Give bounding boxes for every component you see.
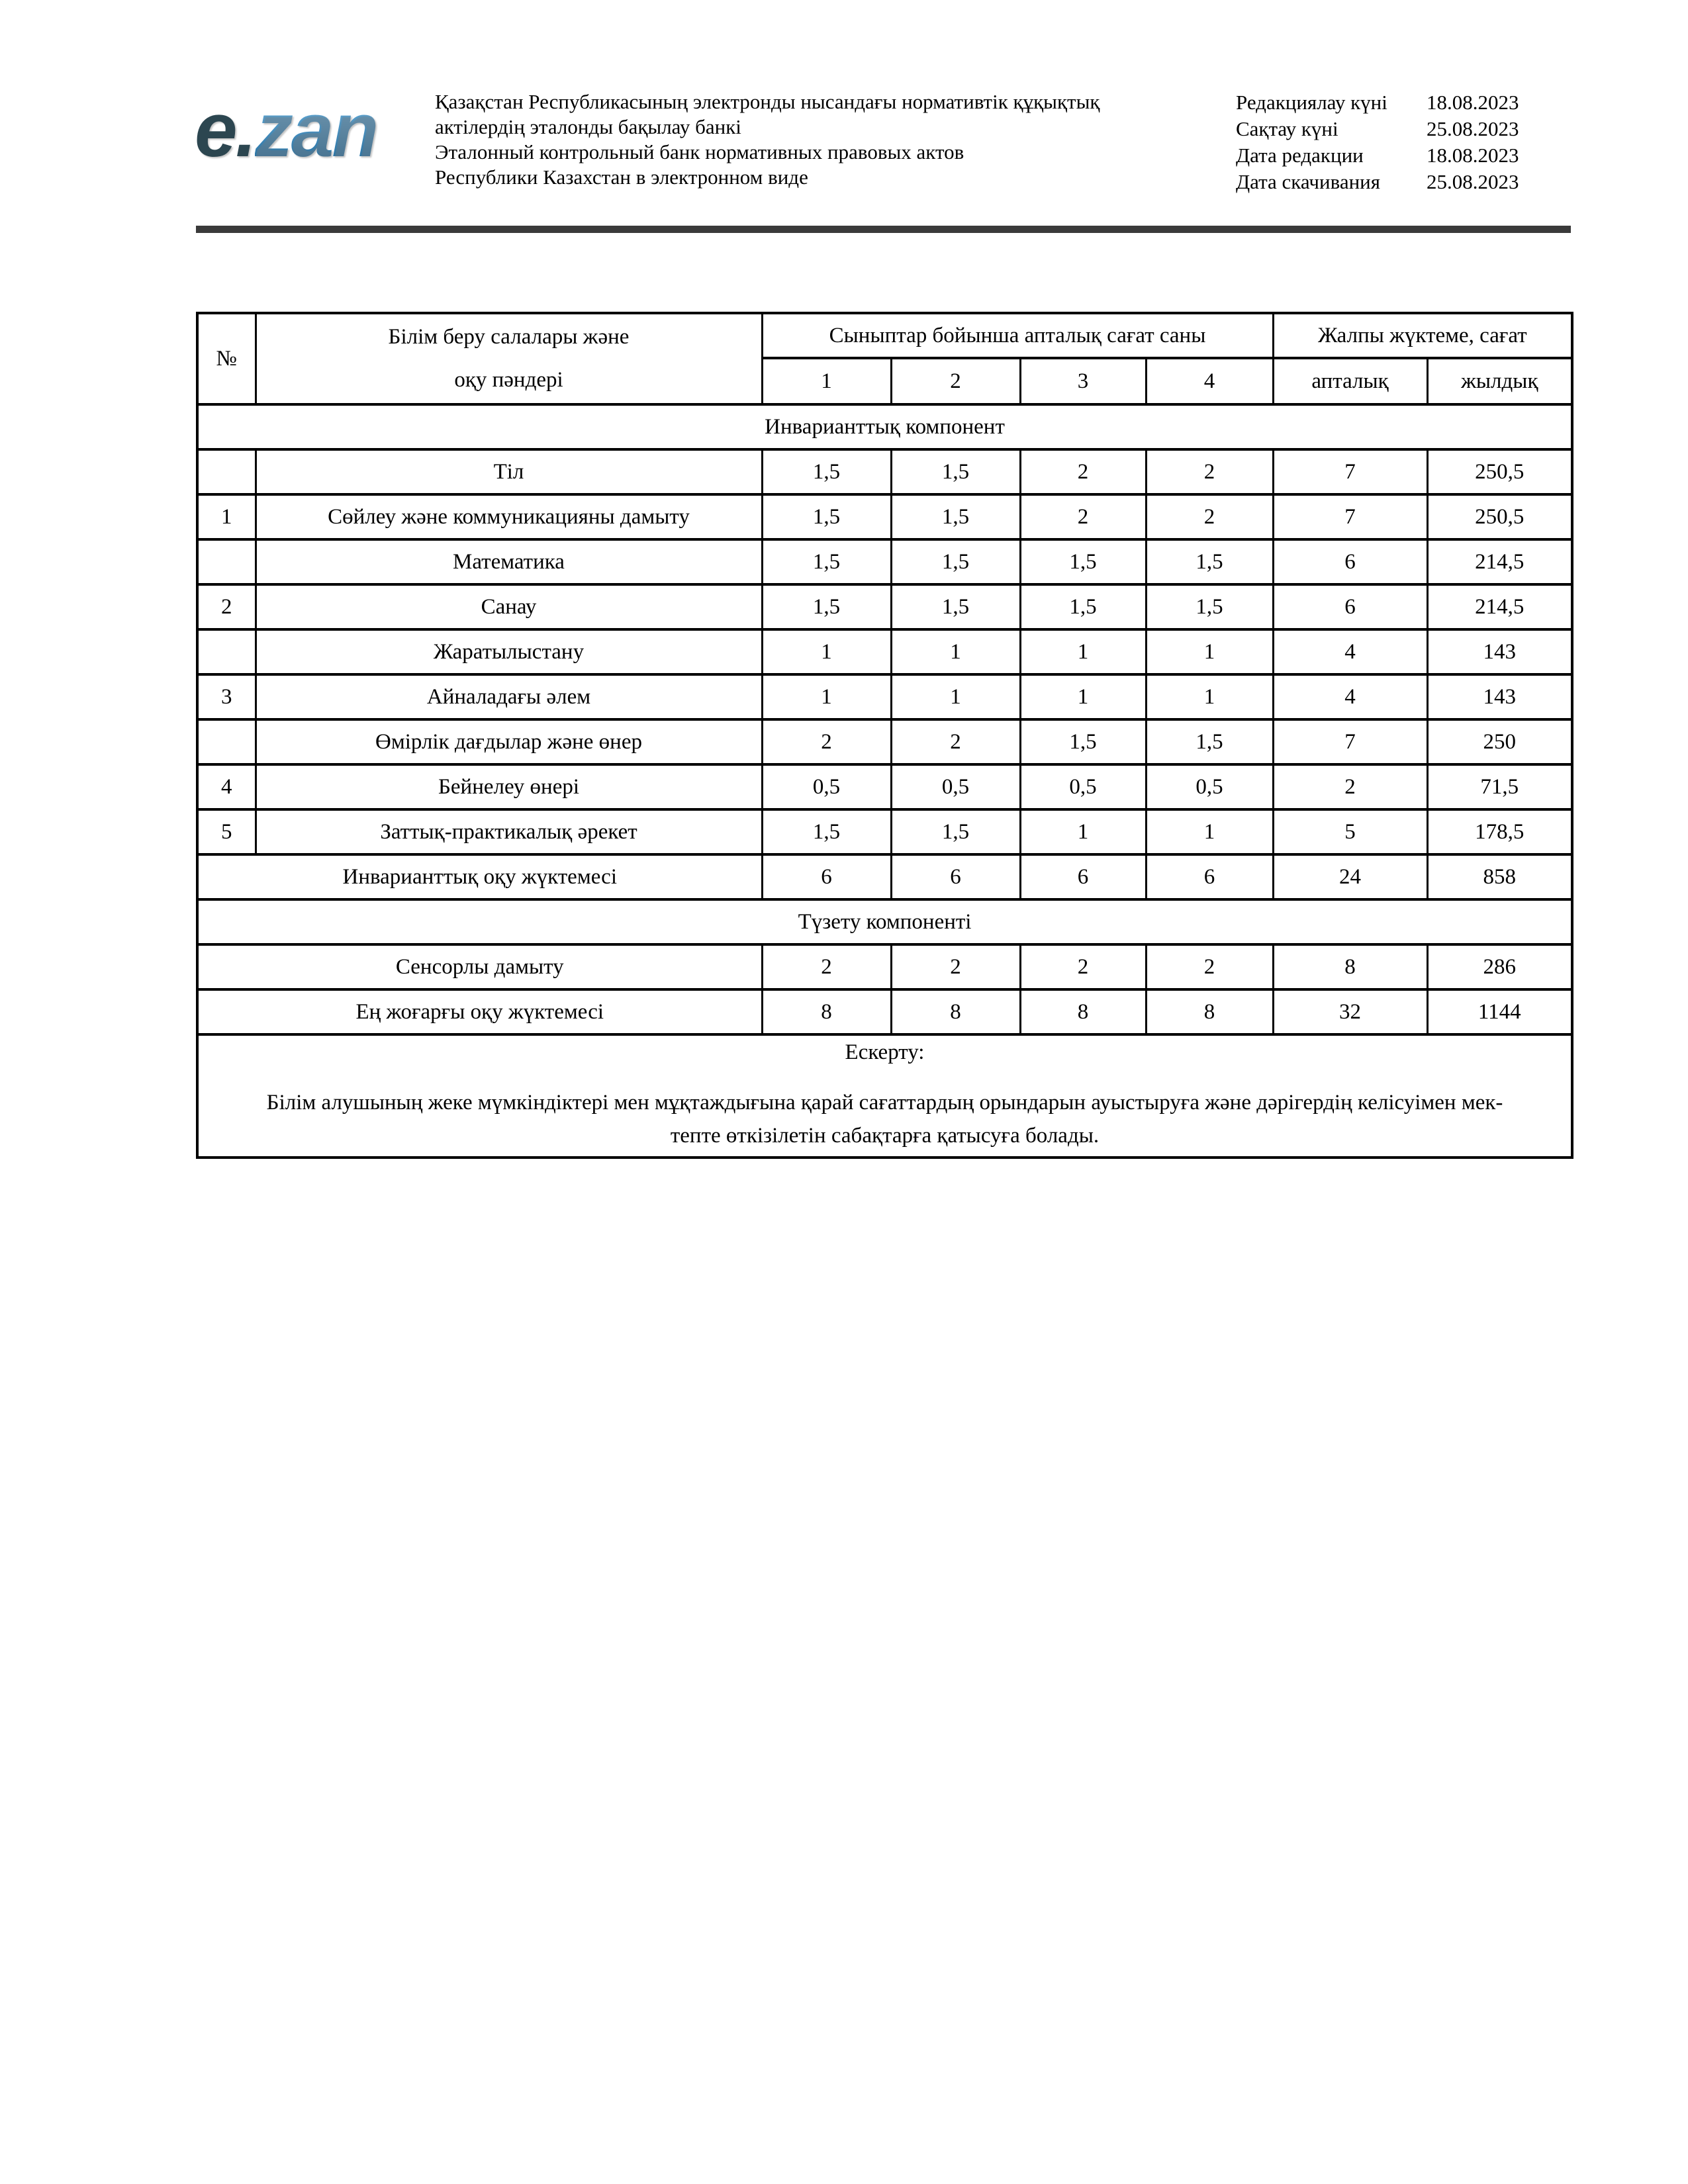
cell-yearly: 250 — [1427, 719, 1572, 764]
cell-subject: Математика — [256, 539, 762, 584]
cell-no — [197, 449, 256, 494]
cell-subject: Заттық-практикалық әрекет — [256, 809, 762, 854]
subject-row — [197, 674, 1572, 719]
cell-grade3: 1,5 — [1020, 584, 1146, 629]
section-row-correction — [197, 899, 1572, 944]
cell-yearly: 143 — [1427, 629, 1572, 674]
date-label: Сақтау күні — [1236, 117, 1338, 140]
curriculum-table — [196, 312, 1573, 1159]
cell-grade2: 0,5 — [891, 764, 1020, 809]
cell-no: 3 — [197, 674, 256, 719]
document-dates — [1236, 89, 1607, 195]
cell-grade1: 1,5 — [762, 809, 891, 854]
date-label: Дата скачивания — [1236, 170, 1381, 193]
cell-grade4: 6 — [1146, 854, 1273, 899]
cell-subject: Санау — [256, 584, 762, 629]
cell-yearly: 178,5 — [1427, 809, 1572, 854]
header-divider — [196, 226, 1571, 233]
org-line: актілердің эталонды бақылау банкі — [435, 115, 741, 138]
cell-grade2: 1,5 — [891, 449, 1020, 494]
cell-weekly: 32 — [1273, 989, 1427, 1034]
date-row — [1236, 142, 1607, 169]
cell-grade2: 1,5 — [891, 539, 1020, 584]
cell-weekly: 5 — [1273, 809, 1427, 854]
cell-grade3: 6 — [1020, 854, 1146, 899]
header-grade-2: 2 — [891, 358, 1020, 404]
max-load-row — [197, 989, 1572, 1034]
cell-grade4: 1 — [1146, 674, 1273, 719]
header-classes-group: Сыныптар бойынша апталық сағат саны — [762, 313, 1273, 358]
cell-grade3: 1 — [1020, 809, 1146, 854]
cell-grade2: 2 — [891, 719, 1020, 764]
cell-weekly: 2 — [1273, 764, 1427, 809]
header-no: № — [197, 313, 256, 404]
subject-row — [197, 494, 1572, 539]
cell-grade3: 0,5 — [1020, 764, 1146, 809]
cell-grade1: 2 — [762, 719, 891, 764]
cell-grade1: 1,5 — [762, 539, 891, 584]
cell-grade3: 2 — [1020, 494, 1146, 539]
cell-grade4: 2 — [1146, 494, 1273, 539]
cell-grade3: 2 — [1020, 449, 1146, 494]
date-value: 18.08.2023 — [1427, 144, 1519, 167]
cell-grade4: 1,5 — [1146, 584, 1273, 629]
cell-grade2: 2 — [891, 944, 1020, 989]
cell-grade3: 8 — [1020, 989, 1146, 1034]
cell-grade4: 0,5 — [1146, 764, 1273, 809]
cell-grade1: 1 — [762, 629, 891, 674]
cell-no: 1 — [197, 494, 256, 539]
cell-grade1: 8 — [762, 989, 891, 1034]
cell-grade2: 6 — [891, 854, 1020, 899]
cell-grade4: 1,5 — [1146, 539, 1273, 584]
cell-grade3: 1,5 — [1020, 539, 1146, 584]
cell-weekly: 4 — [1273, 629, 1427, 674]
row-label: Сенсорлы дамыту — [197, 944, 762, 989]
cell-grade1: 1,5 — [762, 584, 891, 629]
cell-no — [197, 539, 256, 584]
cell-weekly: 8 — [1273, 944, 1427, 989]
note-line: тепте өткізілетін сабақтарға қатысуға болады. — [670, 1123, 1100, 1148]
section-label: Түзету компоненті — [197, 899, 1572, 944]
cell-grade3: 2 — [1020, 944, 1146, 989]
subject-row — [197, 449, 1572, 494]
cell-subject: Өмірлік дағдылар және өнер — [256, 719, 762, 764]
cell-yearly: 214,5 — [1427, 584, 1572, 629]
subject-row — [197, 764, 1572, 809]
cell-subject: Тіл — [256, 449, 762, 494]
org-line: Қазақстан Республикасының электронды нысандағы нормативтік құқықтық — [435, 90, 1100, 113]
cell-grade4: 1,5 — [1146, 719, 1273, 764]
note-title: Ескерту: — [845, 1040, 925, 1064]
cell-grade4: 2 — [1146, 944, 1273, 989]
note-cell — [197, 1034, 1572, 1158]
cell-yearly: 214,5 — [1427, 539, 1572, 584]
date-row — [1236, 89, 1607, 116]
cell-yearly: 1144 — [1427, 989, 1572, 1034]
org-line: Эталонный контрольный банк нормативных правовых актов — [435, 140, 964, 163]
cell-yearly: 286 — [1427, 944, 1572, 989]
cell-weekly: 6 — [1273, 584, 1427, 629]
cell-yearly: 250,5 — [1427, 494, 1572, 539]
logo-part-zan: zan — [254, 87, 377, 173]
cell-grade1: 1,5 — [762, 494, 891, 539]
section-row-invariant — [197, 404, 1572, 449]
cell-grade2: 1 — [891, 629, 1020, 674]
header-weekly: апталық — [1273, 358, 1427, 404]
invariant-total-row — [197, 854, 1572, 899]
cell-grade1: 2 — [762, 944, 891, 989]
correction-row — [197, 944, 1572, 989]
cell-weekly: 4 — [1273, 674, 1427, 719]
cell-subject: Сөйлеу және коммуникацияны дамыту — [256, 494, 762, 539]
header-grade-1: 1 — [762, 358, 891, 404]
header-subjects — [256, 313, 762, 404]
cell-weekly: 6 — [1273, 539, 1427, 584]
subject-row — [197, 629, 1572, 674]
subject-row — [197, 719, 1572, 764]
cell-weekly: 7 — [1273, 494, 1427, 539]
date-label: Редакциялау күні — [1236, 91, 1387, 114]
cell-grade1: 1,5 — [762, 449, 891, 494]
cell-weekly: 7 — [1273, 719, 1427, 764]
cell-grade2: 1 — [891, 674, 1020, 719]
cell-grade2: 1,5 — [891, 494, 1020, 539]
cell-no — [197, 719, 256, 764]
date-label: Дата редакции — [1236, 144, 1364, 167]
section-label: Инварианттық компонент — [197, 404, 1572, 449]
date-value: 18.08.2023 — [1427, 91, 1519, 114]
cell-grade2: 8 — [891, 989, 1020, 1034]
header-subjects-line1: Білім беру салалары және — [388, 325, 630, 349]
cell-grade2: 1,5 — [891, 809, 1020, 854]
subject-row — [197, 539, 1572, 584]
cell-grade3: 1 — [1020, 674, 1146, 719]
date-value: 25.08.2023 — [1427, 117, 1519, 140]
header-subjects-line2: оқу пәндері — [454, 368, 563, 392]
row-label: Ең жоғарғы оқу жүктемесі — [197, 989, 762, 1034]
table-header-row-1 — [197, 313, 1572, 358]
total-label: Инварианттық оқу жүктемесі — [197, 854, 762, 899]
subject-row — [197, 809, 1572, 854]
org-line: Республики Казахстан в электронном виде — [435, 165, 808, 189]
cell-yearly: 250,5 — [1427, 449, 1572, 494]
note-paragraph — [199, 1086, 1571, 1152]
header-grade-4: 4 — [1146, 358, 1273, 404]
header-yearly: жылдық — [1427, 358, 1572, 404]
cell-no — [197, 629, 256, 674]
cell-grade3: 1 — [1020, 629, 1146, 674]
note-line: Білім алушының жеке мүмкіндіктері мен мұқтаждығына қарай сағаттардың орындарын ауыстыруға және дәрігердің келісуімен мек- — [266, 1090, 1503, 1115]
cell-no: 5 — [197, 809, 256, 854]
cell-grade4: 8 — [1146, 989, 1273, 1034]
date-row — [1236, 116, 1607, 142]
logo-part-e: e. — [195, 87, 255, 173]
cell-grade3: 1,5 — [1020, 719, 1146, 764]
organization-title — [435, 89, 1223, 190]
cell-subject: Бейнелеу өнері — [256, 764, 762, 809]
cell-grade4: 1 — [1146, 629, 1273, 674]
cell-subject: Айналадағы әлем — [256, 674, 762, 719]
header-grade-3: 3 — [1020, 358, 1146, 404]
subject-row — [197, 584, 1572, 629]
cell-grade2: 1,5 — [891, 584, 1020, 629]
cell-subject: Жаратылыстану — [256, 629, 762, 674]
cell-grade1: 1 — [762, 674, 891, 719]
header-total-group: Жалпы жүктеме, сағат — [1273, 313, 1572, 358]
cell-yearly: 858 — [1427, 854, 1572, 899]
cell-grade4: 1 — [1146, 809, 1273, 854]
ezan-logo — [195, 87, 377, 173]
cell-grade1: 0,5 — [762, 764, 891, 809]
cell-weekly: 24 — [1273, 854, 1427, 899]
note-row — [197, 1034, 1572, 1158]
cell-grade1: 6 — [762, 854, 891, 899]
cell-no: 4 — [197, 764, 256, 809]
cell-grade4: 2 — [1146, 449, 1273, 494]
cell-no: 2 — [197, 584, 256, 629]
date-row — [1236, 169, 1607, 195]
cell-yearly: 71,5 — [1427, 764, 1572, 809]
cell-yearly: 143 — [1427, 674, 1572, 719]
cell-weekly: 7 — [1273, 449, 1427, 494]
date-value: 25.08.2023 — [1427, 170, 1519, 193]
